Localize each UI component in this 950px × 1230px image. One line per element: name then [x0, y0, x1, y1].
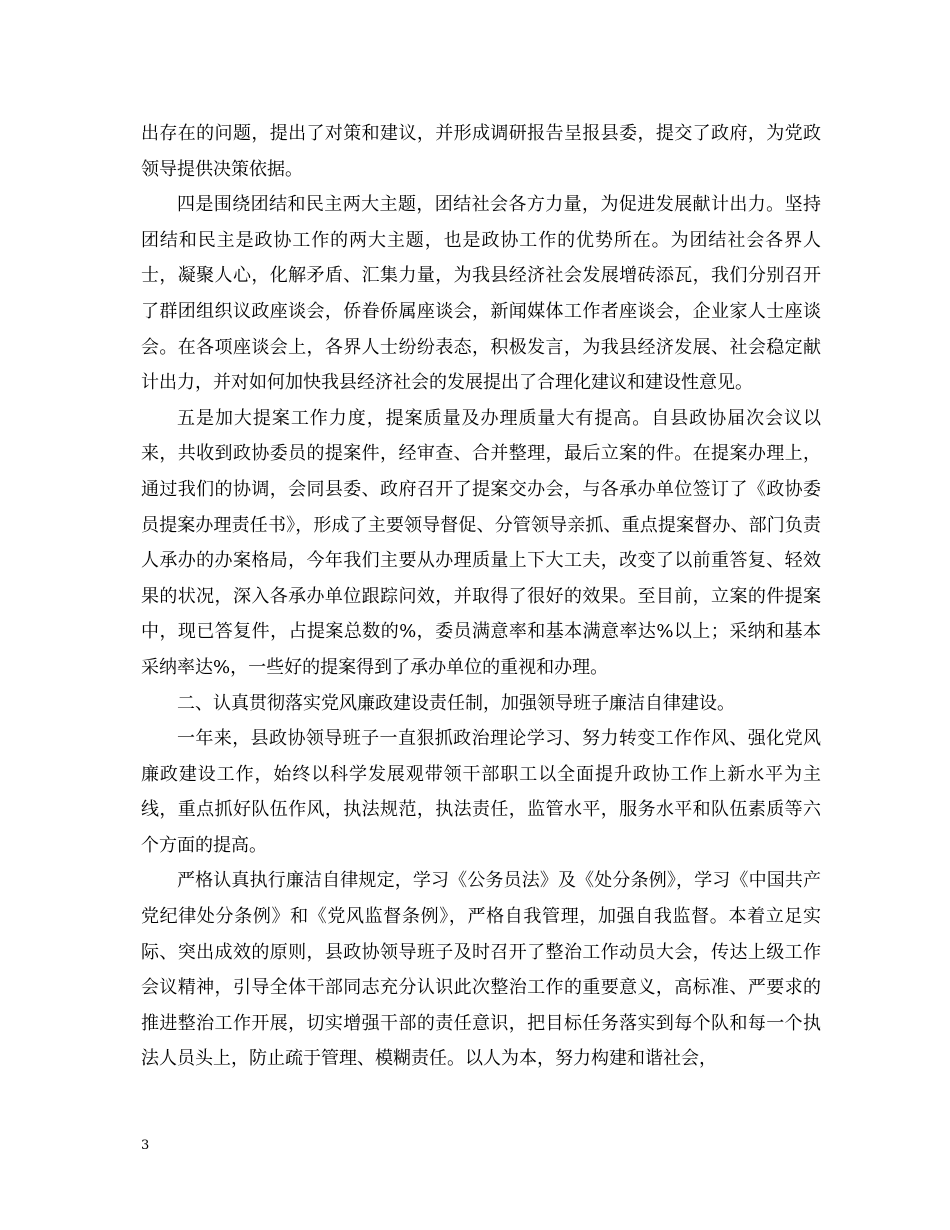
page-number: 3 — [141, 1138, 150, 1153]
paragraph-self-discipline: 严格认真执行廉洁自律规定，学习《公务员法》及《处分条例》，学习《中国共产党纪律处分条例》和《党风监督条例》，严格自我管理，加强自我监督。本着立足实际、突出成效的原则，县政协领导班子及时召开了整治工作动员大会，传达上级工作会议精神，引导全体干部同志充分认识此次整治工作的重要意义，高标准、严要求的推进整治工作开展，切实增强干部的责任意识，把目标任务落实到每个队和每一个执法人员头上，防止疏于管理、模糊责任。以人为本，努力构建和谐社会， — [141, 870, 821, 1070]
body-text — [141, 116, 821, 1077]
paragraph-continuation: 出存在的问题，提出了对策和建议，并形成调研报告呈报县委，提交了政府，为党政领导提供决策依据。 — [141, 123, 821, 180]
paragraph-point-four: 四是围绕团结和民主两大主题，团结社会各方力量，为促进发展献计出力。坚持团结和民主是政协工作的两大主题，也是政协工作的优势所在。为团结社会各界人士，凝聚人心，化解矛盾、汇集力量，为我县经济社会发展增砖添瓦，我们分别召开了群团组织议政座谈会，侨眷侨属座谈会，新闻媒体工作者座谈会，企业家人士座谈会。在各项座谈会上，各界人士纷纷表态，积极发言，为我县经济发展、社会稳定献计出力，并对如何加快我县经济社会的发展提出了合理化建议和建设性意见。 — [141, 194, 821, 394]
section-heading-two: 二、认真贯彻落实党风廉政建设责任制，加强领导班子廉洁自律建设。 — [177, 692, 735, 714]
paragraph-point-five: 五是加大提案工作力度，提案质量及办理质量大有提高。自县政协届次会议以来，共收到政协委员的提案件，经审查、合并整理，最后立案的件。在提案办理上，通过我们的协调，会同县委、政府召开了提案交办会，与各承办单位签订了《政协委员提案办理责任书》，形成了主要领导督促、分管领导亲抓、重点提案督办、部门负责人承办的办案格局，今年我们主要从办理质量上下大工夫，改变了以前重答复、轻效果的状况，深入各承办单位跟踪问效，并取得了很好的效果。至目前，立案的件提案中，现已答复件，占提案总数的%，委员满意率和基本满意率达%以上；采纳和基本采纳率达%，一些好的提案得到了承办单位的重视和办理。 — [141, 407, 821, 678]
paragraph-leadership: 一年来，县政协领导班子一直狠抓政治理论学习、努力转变工作作风、强化党风廉政建设工作，始终以科学发展观带领干部职工以全面提升政协工作上新水平为主线，重点抓好队伍作风，执法规范，执法责任，监管水平，服务水平和队伍素质等六个方面的提高。 — [141, 728, 821, 856]
